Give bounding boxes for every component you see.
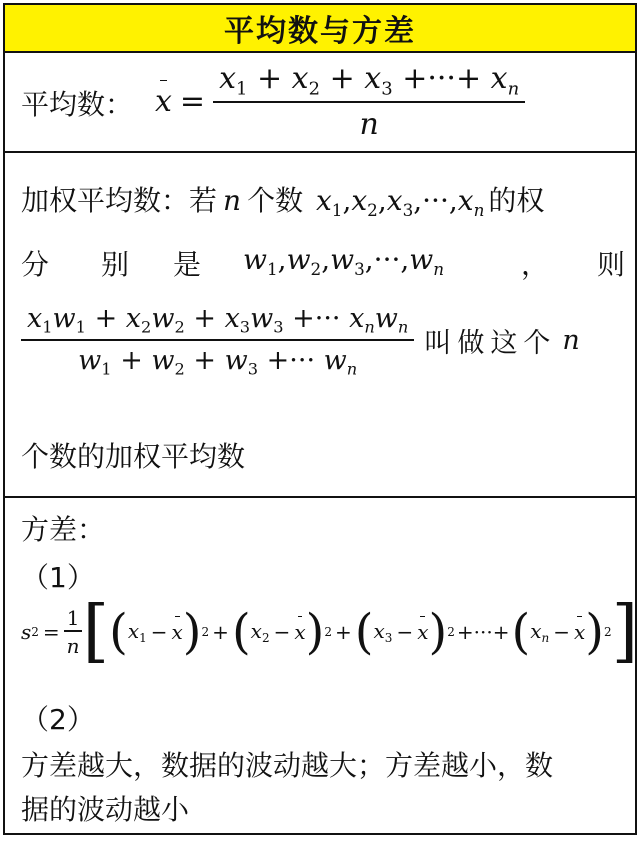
mean-fraction [213, 61, 525, 142]
card-title: 平均数与方差 [5, 5, 635, 53]
x-sequence: $x_1,x_2,x_3,\cdot\cdot\cdot,x_n$ [315, 184, 485, 220]
weighted-fraction: $\frac{x_1w_1 + x_2w_2 + x_3w_3 +\cdot\cdot\cdot x_nw_n}{w_1 + w_2 + w_3 +\cdot\cdot\cdot w_n}$ [21, 303, 414, 378]
weighted-line-1: 加权平均数：若 n 个数 $x_1,x_2,x_3,\cdot\cdot\cdot,x_n$ 的权 [21, 184, 545, 220]
w-sequence: $w_1,w_2,w_3,\cdot\cdot\cdot,w_n$ [243, 243, 445, 279]
equals-sign: = [179, 84, 206, 120]
variance-formula: s 2 = $\frac{1}{n}$ [ ( $x_1$ − x ) 2 + ( $x_2$ − x ) 2 + ( $x_3$ − x ) 2 +···+ ( $x_n$ − x ) 2 ] [21, 592, 639, 671]
formula-card [3, 3, 637, 835]
variance-conclusion-1: 方差越大，数据的波动越大；方差越小，数 [21, 749, 554, 782]
mean-formula [155, 61, 525, 142]
variance-item-2: （2） [21, 703, 95, 736]
mean-denominator: n [359, 107, 379, 143]
variance-conclusion-2: 据的波动越小 [21, 793, 190, 826]
variance-item-1: （1） [21, 561, 95, 594]
variance-section [5, 498, 639, 833]
variance-label: 方差： [21, 513, 106, 546]
weighted-formula-row: $\frac{x_1w_1 + x_2w_2 + x_3w_3 +\cdot\cdot\cdot x_nw_n}{w_1 + w_2 + w_3 +\cdot\cdot\cdot w_n}$ 叫做这个 n [21, 303, 580, 378]
weighted-mean-section: 加权平均数：若 n 个数 $x_1,x_2,x_3,\cdot\cdot\cdot,x_n$ 的权 分 别 是 $w_1,w_2,w_3,\cdot\cdot\cdot,w_n$ ， 则 $\frac{x_1w_1 + x_2w_2 + x_3w_3 +\cdot\cdot\cdot x_nw_n}{w_1 + w_2 + w_3 +\cdot\cdot\cdot w_n}$ 叫做这个 n 个数的加权平均数 [5, 153, 635, 498]
mean-symbol: x [155, 84, 172, 120]
mean-numerator: $x_1 + x_2 + x_3$ +···+ $x_n$ [213, 61, 525, 103]
weighted-line-4: 个数的加权平均数 [21, 440, 246, 473]
mean-label: 平均数： [21, 88, 134, 121]
mean-section [5, 53, 635, 153]
